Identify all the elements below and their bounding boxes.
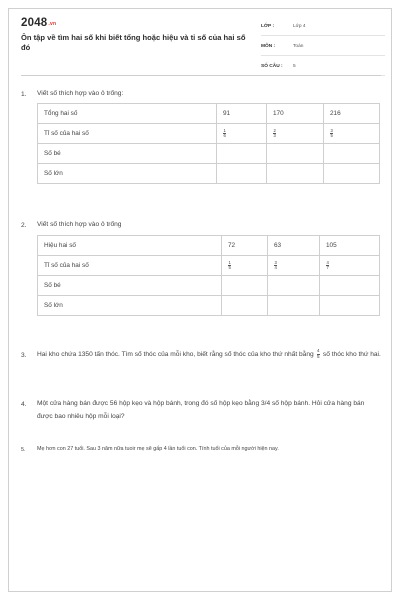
row-label: Số bé (38, 144, 217, 164)
question-number: 2. (21, 222, 27, 229)
meta-row-class (261, 21, 385, 36)
row-label: Tỉ số của hai số (38, 124, 217, 144)
worksheet-page (8, 8, 392, 592)
answer-cell[interactable] (217, 144, 267, 164)
meta-row-subject (261, 41, 385, 56)
row-label: Tổng hai số (38, 104, 217, 124)
site-logo[interactable] (21, 17, 56, 29)
fraction-denominator: 3 (273, 133, 276, 138)
answer-cell[interactable] (222, 296, 268, 316)
answer-cell[interactable] (324, 144, 380, 164)
question-text: Viết số thích hợp vào ô trống (37, 221, 122, 228)
meta-value: 5 (293, 64, 296, 69)
table-row (38, 144, 380, 164)
table-cell-ratio (267, 124, 324, 144)
fraction (273, 129, 276, 139)
meta-value: Lớp 4 (293, 24, 306, 29)
question-2-table (37, 235, 380, 316)
worksheet-meta (261, 21, 385, 81)
table-cell-ratio (217, 124, 267, 144)
answer-cell[interactable] (267, 144, 324, 164)
fraction-denominator: 7 (326, 265, 329, 270)
fraction-denominator: 4 (274, 265, 277, 270)
row-label: Tỉ số của hai số (38, 256, 222, 276)
fraction (274, 261, 277, 271)
fraction (326, 261, 329, 271)
table-cell-total: 91 (217, 104, 267, 124)
answer-cell[interactable] (268, 296, 320, 316)
table-row (38, 124, 380, 144)
row-label: Hiệu hai số (38, 236, 222, 256)
fraction-numerator: 1 (223, 127, 226, 133)
answer-cell[interactable] (217, 164, 267, 184)
worksheet-header (9, 9, 391, 71)
table-cell-ratio (324, 124, 380, 144)
meta-label: MÔN : (261, 44, 276, 49)
row-label: Số lớn (38, 164, 217, 184)
question-text-before: Hai kho chứa 1350 tấn thóc. Tìm số thóc của mỗi kho, biết rằng số thóc của kho thứ nhất bằng (37, 351, 314, 359)
table-cell-difference: 105 (320, 236, 380, 256)
table-cell-ratio (320, 256, 380, 276)
table-row (38, 164, 380, 184)
fraction (228, 261, 231, 271)
table-cell-difference: 72 (222, 236, 268, 256)
header-divider (21, 75, 381, 76)
answer-cell[interactable] (324, 164, 380, 184)
answer-cell[interactable] (268, 276, 320, 296)
question-text (37, 349, 381, 362)
meta-row-question-count (261, 61, 385, 76)
meta-label: LỚP : (261, 24, 275, 29)
table-row (38, 296, 380, 316)
table-cell-total: 216 (324, 104, 380, 124)
table-cell-total: 170 (267, 104, 324, 124)
question-number: 4. (21, 401, 27, 408)
fraction-numerator: 3 (274, 259, 277, 265)
row-label: Số bé (38, 276, 222, 296)
fraction-numerator: 4 (317, 348, 320, 353)
fraction-numerator: 3 (330, 127, 333, 133)
table-row (38, 256, 380, 276)
answer-cell[interactable] (320, 296, 380, 316)
fraction (330, 129, 333, 139)
answer-cell[interactable] (222, 276, 268, 296)
question-text: Mẹ hơn con 27 tuổi. Sau 3 năm nữa tuoir mẹ sẽ gấp 4 lần tuổi con. Tính tuổi của mỗi người hiện nay. (37, 446, 279, 452)
table-cell-ratio (268, 256, 320, 276)
question-number: 5. (21, 447, 26, 453)
question-text-after: số thóc kho thứ hai. (322, 351, 381, 359)
answer-cell[interactable] (320, 276, 380, 296)
fraction-numerator: 1 (228, 259, 231, 265)
fraction-denominator: 5 (330, 133, 333, 138)
fraction-denominator: 5 (317, 353, 320, 359)
table-row (38, 104, 380, 124)
question-text: Một cửa hàng bán được 56 hộp kẹo và hộp bánh, trong đó số hộp kẹo bằng 3/4 số hộp bánh. Hỏi cửa hàng bán được bao nhiêu hộp mỗi loại? (37, 400, 365, 420)
question-1-table (37, 103, 380, 184)
fraction-numerator: 2 (273, 127, 276, 133)
question-number: 3. (21, 352, 27, 359)
worksheet-title: Ôn tập về tìm hai số khi biết tổng hoặc hiệu và tỉ số của hai số đó (21, 33, 246, 52)
question-text: Viết số thích hợp vào ô trống: (37, 90, 124, 97)
table-row (38, 276, 380, 296)
table-cell-ratio (222, 256, 268, 276)
meta-label: SỐ CÂU : (261, 64, 283, 69)
table-row (38, 236, 380, 256)
fraction-denominator: 6 (223, 133, 226, 138)
logo-text: 2048 (21, 17, 48, 29)
meta-value: Toán (293, 44, 304, 49)
row-label: Số lớn (38, 296, 222, 316)
table-cell-difference: 63 (268, 236, 320, 256)
logo-suffix: .vn (48, 21, 57, 27)
fraction (223, 129, 226, 139)
fraction-denominator: 5 (228, 265, 231, 270)
fraction-numerator: 4 (326, 259, 329, 265)
answer-cell[interactable] (267, 164, 324, 184)
fraction (317, 349, 321, 360)
question-number: 1. (21, 91, 27, 98)
